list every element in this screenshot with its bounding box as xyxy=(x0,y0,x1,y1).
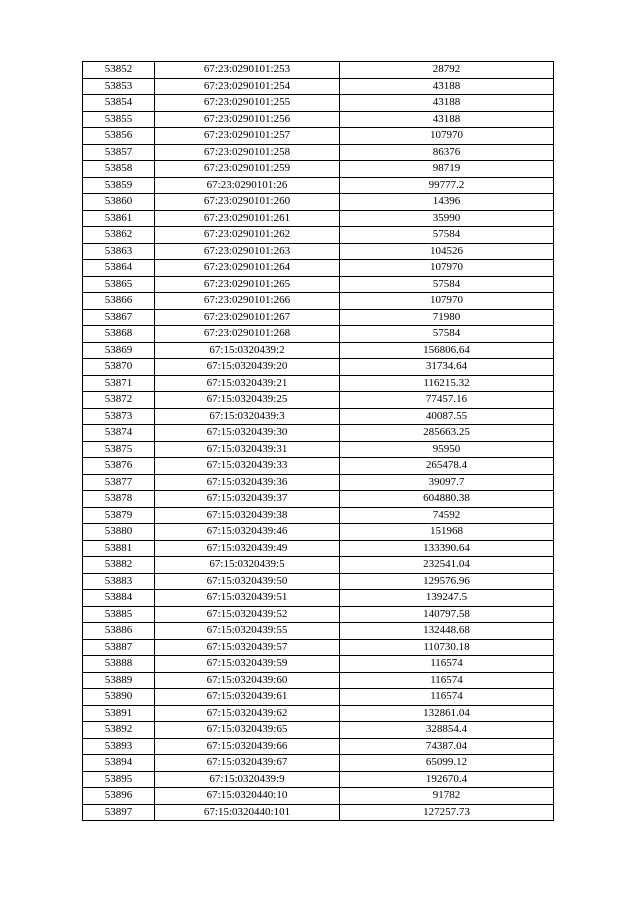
table-row xyxy=(83,128,554,145)
cadastral-number-cell: 67:23:0290101:261 xyxy=(155,210,340,227)
table-row xyxy=(83,656,554,673)
table-body xyxy=(83,62,554,821)
value-cell: 116574 xyxy=(340,656,554,673)
row-number-cell: 53878 xyxy=(83,491,155,508)
table-row xyxy=(83,458,554,475)
cadastral-number-cell: 67:15:0320439:55 xyxy=(155,623,340,640)
table-row xyxy=(83,738,554,755)
value-cell: 57584 xyxy=(340,276,554,293)
value-cell: 86376 xyxy=(340,144,554,161)
row-number-cell: 53891 xyxy=(83,705,155,722)
row-number-cell: 53863 xyxy=(83,243,155,260)
value-cell: 57584 xyxy=(340,227,554,244)
cadastral-number-cell: 67:15:0320439:51 xyxy=(155,590,340,607)
table-row xyxy=(83,62,554,79)
cadastral-number-cell: 67:15:0320439:50 xyxy=(155,573,340,590)
cadastral-number-cell: 67:15:0320439:49 xyxy=(155,540,340,557)
value-cell: 116574 xyxy=(340,672,554,689)
row-number-cell: 53855 xyxy=(83,111,155,128)
cadastral-number-cell: 67:15:0320439:31 xyxy=(155,441,340,458)
table-row xyxy=(83,309,554,326)
cadastral-number-cell: 67:15:0320439:60 xyxy=(155,672,340,689)
row-number-cell: 53884 xyxy=(83,590,155,607)
value-cell: 74387.04 xyxy=(340,738,554,755)
cadastral-number-cell: 67:23:0290101:263 xyxy=(155,243,340,260)
table-row xyxy=(83,161,554,178)
row-number-cell: 53870 xyxy=(83,359,155,376)
cadastral-number-cell: 67:15:0320439:25 xyxy=(155,392,340,409)
row-number-cell: 53889 xyxy=(83,672,155,689)
value-cell: 40087.55 xyxy=(340,408,554,425)
cadastral-number-cell: 67:15:0320439:65 xyxy=(155,722,340,739)
value-cell: 328854.4 xyxy=(340,722,554,739)
row-number-cell: 53853 xyxy=(83,78,155,95)
value-cell: 65099.12 xyxy=(340,755,554,772)
table-row xyxy=(83,491,554,508)
row-number-cell: 53896 xyxy=(83,788,155,805)
cadastral-number-cell: 67:15:0320439:59 xyxy=(155,656,340,673)
value-cell: 107970 xyxy=(340,260,554,277)
table-row xyxy=(83,804,554,821)
value-cell: 28792 xyxy=(340,62,554,79)
row-number-cell: 53872 xyxy=(83,392,155,409)
table-row xyxy=(83,639,554,656)
cadastral-number-cell: 67:23:0290101:259 xyxy=(155,161,340,178)
value-cell: 31734.64 xyxy=(340,359,554,376)
row-number-cell: 53882 xyxy=(83,557,155,574)
table-row xyxy=(83,375,554,392)
data-table xyxy=(82,61,554,821)
table-row xyxy=(83,474,554,491)
table-row xyxy=(83,672,554,689)
row-number-cell: 53881 xyxy=(83,540,155,557)
value-cell: 95950 xyxy=(340,441,554,458)
value-cell: 232541.04 xyxy=(340,557,554,574)
table-row xyxy=(83,557,554,574)
value-cell: 91782 xyxy=(340,788,554,805)
table-row xyxy=(83,194,554,211)
table-row xyxy=(83,359,554,376)
value-cell: 74592 xyxy=(340,507,554,524)
row-number-cell: 53857 xyxy=(83,144,155,161)
table-row xyxy=(83,705,554,722)
cadastral-number-cell: 67:23:0290101:26 xyxy=(155,177,340,194)
row-number-cell: 53890 xyxy=(83,689,155,706)
table-row xyxy=(83,788,554,805)
row-number-cell: 53875 xyxy=(83,441,155,458)
value-cell: 99777.2 xyxy=(340,177,554,194)
value-cell: 285663.25 xyxy=(340,425,554,442)
cadastral-number-cell: 67:23:0290101:264 xyxy=(155,260,340,277)
table-row xyxy=(83,755,554,772)
table-row xyxy=(83,78,554,95)
cadastral-number-cell: 67:15:0320439:3 xyxy=(155,408,340,425)
cadastral-number-cell: 67:23:0290101:265 xyxy=(155,276,340,293)
row-number-cell: 53868 xyxy=(83,326,155,343)
value-cell: 604880.38 xyxy=(340,491,554,508)
row-number-cell: 53874 xyxy=(83,425,155,442)
row-number-cell: 53865 xyxy=(83,276,155,293)
value-cell: 140797.58 xyxy=(340,606,554,623)
cadastral-number-cell: 67:15:0320439:36 xyxy=(155,474,340,491)
row-number-cell: 53877 xyxy=(83,474,155,491)
value-cell: 104526 xyxy=(340,243,554,260)
row-number-cell: 53892 xyxy=(83,722,155,739)
value-cell: 192670.4 xyxy=(340,771,554,788)
value-cell: 35990 xyxy=(340,210,554,227)
value-cell: 132861.04 xyxy=(340,705,554,722)
cadastral-number-cell: 67:15:0320439:37 xyxy=(155,491,340,508)
value-cell: 43188 xyxy=(340,95,554,112)
cadastral-number-cell: 67:23:0290101:255 xyxy=(155,95,340,112)
table-row xyxy=(83,722,554,739)
cadastral-number-cell: 67:15:0320439:61 xyxy=(155,689,340,706)
table-row xyxy=(83,243,554,260)
table-row xyxy=(83,326,554,343)
table-row xyxy=(83,260,554,277)
table-row xyxy=(83,342,554,359)
row-number-cell: 53864 xyxy=(83,260,155,277)
value-cell: 116574 xyxy=(340,689,554,706)
value-cell: 265478.4 xyxy=(340,458,554,475)
row-number-cell: 53852 xyxy=(83,62,155,79)
row-number-cell: 53869 xyxy=(83,342,155,359)
row-number-cell: 53888 xyxy=(83,656,155,673)
cadastral-number-cell: 67:15:0320439:9 xyxy=(155,771,340,788)
cadastral-number-cell: 67:23:0290101:256 xyxy=(155,111,340,128)
table-row xyxy=(83,540,554,557)
value-cell: 77457.16 xyxy=(340,392,554,409)
row-number-cell: 53859 xyxy=(83,177,155,194)
table-row xyxy=(83,425,554,442)
table-row xyxy=(83,771,554,788)
row-number-cell: 53885 xyxy=(83,606,155,623)
value-cell: 43188 xyxy=(340,111,554,128)
value-cell: 14396 xyxy=(340,194,554,211)
cadastral-number-cell: 67:15:0320439:30 xyxy=(155,425,340,442)
cadastral-number-cell: 67:15:0320439:38 xyxy=(155,507,340,524)
table-row xyxy=(83,210,554,227)
value-cell: 127257.73 xyxy=(340,804,554,821)
row-number-cell: 53876 xyxy=(83,458,155,475)
table-row xyxy=(83,111,554,128)
cadastral-number-cell: 67:23:0290101:268 xyxy=(155,326,340,343)
cadastral-number-cell: 67:15:0320439:66 xyxy=(155,738,340,755)
table-row xyxy=(83,276,554,293)
value-cell: 129576.96 xyxy=(340,573,554,590)
cadastral-number-cell: 67:15:0320439:33 xyxy=(155,458,340,475)
value-cell: 139247.5 xyxy=(340,590,554,607)
value-cell: 107970 xyxy=(340,293,554,310)
cadastral-number-cell: 67:15:0320439:5 xyxy=(155,557,340,574)
table-row xyxy=(83,689,554,706)
value-cell: 132448.68 xyxy=(340,623,554,640)
value-cell: 156806.64 xyxy=(340,342,554,359)
cadastral-number-cell: 67:23:0290101:254 xyxy=(155,78,340,95)
table-row xyxy=(83,590,554,607)
cadastral-number-cell: 67:23:0290101:262 xyxy=(155,227,340,244)
value-cell: 57584 xyxy=(340,326,554,343)
row-number-cell: 53893 xyxy=(83,738,155,755)
table-row xyxy=(83,177,554,194)
value-cell: 39097.7 xyxy=(340,474,554,491)
row-number-cell: 53871 xyxy=(83,375,155,392)
row-number-cell: 53873 xyxy=(83,408,155,425)
table-row xyxy=(83,227,554,244)
table-row xyxy=(83,606,554,623)
row-number-cell: 53887 xyxy=(83,639,155,656)
cadastral-number-cell: 67:15:0320439:52 xyxy=(155,606,340,623)
value-cell: 71980 xyxy=(340,309,554,326)
cadastral-number-cell: 67:23:0290101:267 xyxy=(155,309,340,326)
row-number-cell: 53866 xyxy=(83,293,155,310)
table-row xyxy=(83,623,554,640)
cadastral-number-cell: 67:23:0290101:253 xyxy=(155,62,340,79)
cadastral-number-cell: 67:15:0320439:62 xyxy=(155,705,340,722)
cadastral-number-cell: 67:15:0320440:101 xyxy=(155,804,340,821)
cadastral-number-cell: 67:23:0290101:257 xyxy=(155,128,340,145)
row-number-cell: 53883 xyxy=(83,573,155,590)
cadastral-number-cell: 67:23:0290101:258 xyxy=(155,144,340,161)
row-number-cell: 53886 xyxy=(83,623,155,640)
cadastral-number-cell: 67:15:0320439:46 xyxy=(155,524,340,541)
table-row xyxy=(83,441,554,458)
row-number-cell: 53897 xyxy=(83,804,155,821)
cadastral-number-cell: 67:23:0290101:266 xyxy=(155,293,340,310)
value-cell: 110730.18 xyxy=(340,639,554,656)
value-cell: 116215.32 xyxy=(340,375,554,392)
cadastral-number-cell: 67:15:0320439:67 xyxy=(155,755,340,772)
cadastral-number-cell: 67:15:0320440:10 xyxy=(155,788,340,805)
cadastral-number-cell: 67:15:0320439:21 xyxy=(155,375,340,392)
row-number-cell: 53862 xyxy=(83,227,155,244)
row-number-cell: 53867 xyxy=(83,309,155,326)
row-number-cell: 53879 xyxy=(83,507,155,524)
row-number-cell: 53880 xyxy=(83,524,155,541)
value-cell: 43188 xyxy=(340,78,554,95)
cadastral-number-cell: 67:23:0290101:260 xyxy=(155,194,340,211)
table-row xyxy=(83,408,554,425)
table-row xyxy=(83,293,554,310)
row-number-cell: 53856 xyxy=(83,128,155,145)
row-number-cell: 53861 xyxy=(83,210,155,227)
row-number-cell: 53895 xyxy=(83,771,155,788)
row-number-cell: 53854 xyxy=(83,95,155,112)
table-row xyxy=(83,573,554,590)
row-number-cell: 53894 xyxy=(83,755,155,772)
table-row xyxy=(83,95,554,112)
row-number-cell: 53860 xyxy=(83,194,155,211)
value-cell: 98719 xyxy=(340,161,554,178)
table-row xyxy=(83,144,554,161)
table-row xyxy=(83,392,554,409)
row-number-cell: 53858 xyxy=(83,161,155,178)
cadastral-number-cell: 67:15:0320439:57 xyxy=(155,639,340,656)
cadastral-number-cell: 67:15:0320439:20 xyxy=(155,359,340,376)
value-cell: 107970 xyxy=(340,128,554,145)
cadastral-number-cell: 67:15:0320439:2 xyxy=(155,342,340,359)
table-row xyxy=(83,524,554,541)
value-cell: 151968 xyxy=(340,524,554,541)
table-row xyxy=(83,507,554,524)
value-cell: 133390.64 xyxy=(340,540,554,557)
